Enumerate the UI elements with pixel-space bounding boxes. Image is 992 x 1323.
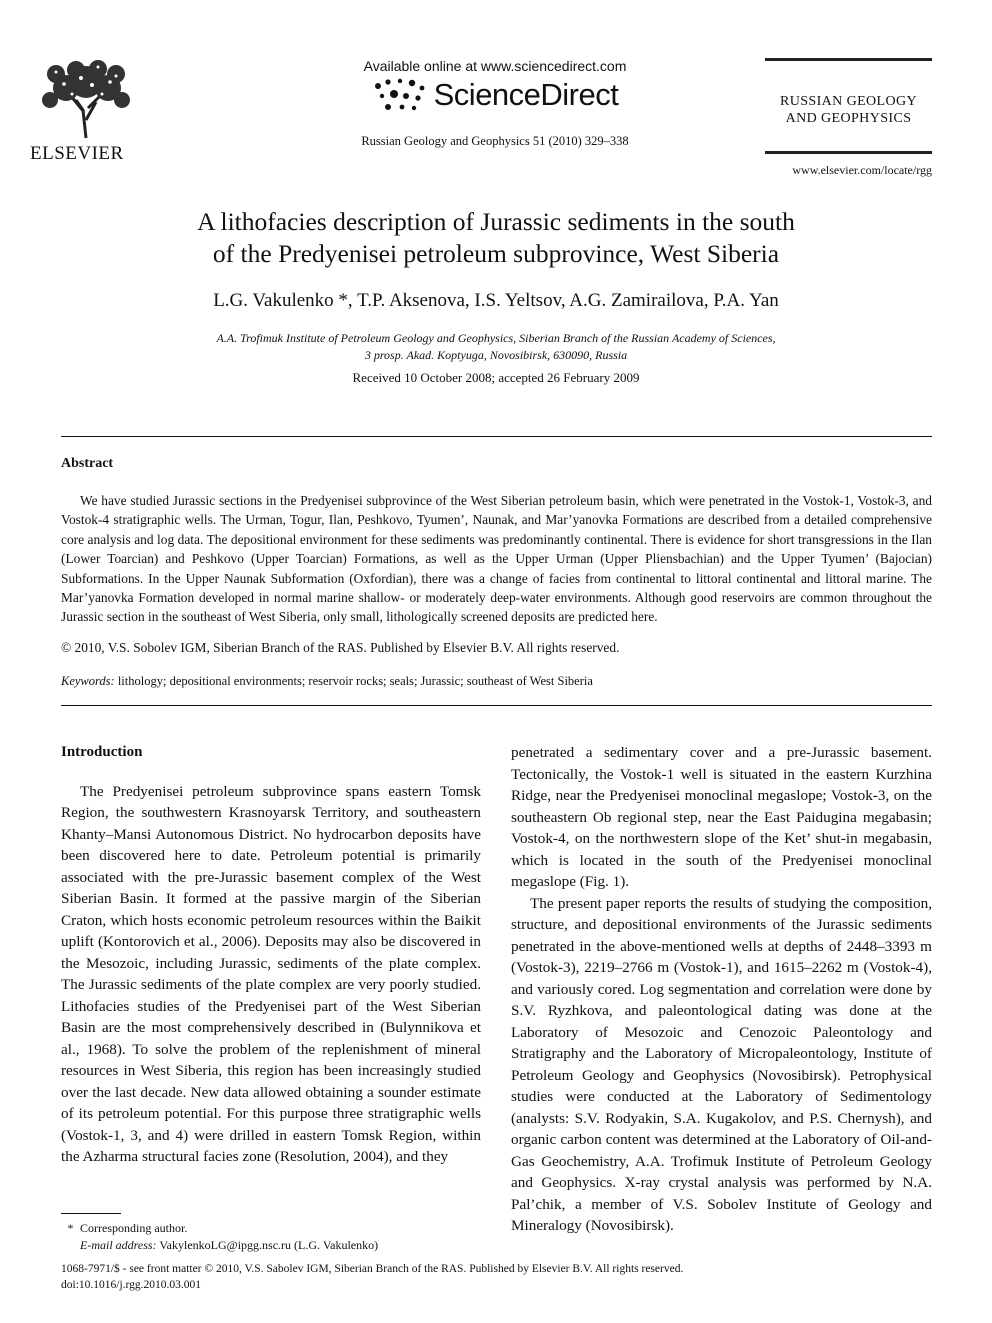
affiliation-line2: 3 prosp. Akad. Koptyuga, Novosibirsk, 630090, Russia	[364, 348, 628, 362]
author-list: L.G. Vakulenko *, T.P. Aksenova, I.S. Yeltsov, A.G. Zamirailova, P.A. Yan	[213, 290, 779, 311]
footnote-marker: *	[67, 1221, 74, 1235]
abstract-rule-bottom	[61, 705, 932, 706]
footnote-corresponding	[61, 1220, 481, 1237]
journal-name-line1: RUSSIAN GEOLOGY	[779, 94, 918, 109]
header-rule-bottom	[765, 151, 932, 154]
keywords-list: lithology; depositional environments; reservoir rocks; seals; Jurassic; southeast of West Siberia	[117, 674, 593, 688]
body-column-right	[511, 742, 932, 1237]
journal-header	[765, 58, 932, 178]
title-line2: of the Predyenisei petroleum subprovince, West Siberia	[212, 239, 780, 268]
body-paragraph-continued: penetrated a sedimentary cover and a pre-Jurassic basement. Tectonically, the Vostok-1 well is situated in the eastern Kurzhina Ridge, near the Predyenisei monoclinal megaslope; Vostok-3, on the southeastern Ob regional step, near the East Paidugina megabasin; Vostok-4, on the northwestern slope of the Ket’ shut-in megabasin, which is located in the south of the Predyenisei monoclinal megaslope (Fig. 1).	[511, 744, 932, 890]
introduction-heading: Introduction	[61, 744, 143, 760]
platform-name: ScienceDirect	[433, 77, 619, 112]
doi[interactable]: doi:10.1016/j.rgg.2010.03.001	[61, 1279, 202, 1291]
journal-url[interactable]: www.elsevier.com/locate/rgg	[792, 163, 932, 177]
abstract-text: We have studied Jurassic sections in the Predyenisei subprovince of the West Siberian petroleum basin, which were penetrated in the Vostok-1, Vostok-3, and Vostok-4 stratigraphic wells. The Urman, Togur, Ilan, Peshkovo, Tyumen’, Naunak, and Mar’yanovka Formations are described from a detailed comprehensive core analysis and log data. The depositional environment for these sediments was predominantly continental. There is evidence for short transgressions in the Ilan (Lower Toarcian) and Peshkovo (Upper Toarcian) Formations, as well as the Upper Urman (Upper Pliensbachian) and the Upper Tyumen’ (Bajocian) Subformations. In the Upper Naunak Subformation (Oxfordian), there was a change of facies from continental to littoral continental and littoral marine. The Mar’yanovka Formation developed in normal marine shallow- or moderately deep-water environments. Although good reservoirs are common throughout the Jurassic section in the southeast of West Siberia, only small, lithologically screened deposits are predicted here.	[61, 493, 932, 625]
email-address[interactable]: VakylenkoLG@ipgg.nsc.ru (L.G. Vakulenko)	[159, 1238, 379, 1252]
publisher-name: ELSEVIER	[30, 143, 124, 164]
sciencedirect-header	[340, 58, 650, 149]
body-paragraph: The present paper reports the results of studying the composition, structure, and depositional environments of the Jurassic sediments penetrated in the above-mentioned wells at depths of 2448–3393 m (Vostok-3), 2219–2766 m (Vostok-1), and 1615–2262 m (Vostok-4), and variously cored. Log segmentation and correlation were done by S.V. Ryzhkova, and paleontological dating was done at the Laboratory of Mesozoic and Cenozoic Paleontology and Stratigraphy and the Laboratory of Micropaleontology, Institute of Petroleum Geology and Geophysics (Novosibirsk). Petrophysical studies were conducted at the Laboratory of Sedimentology (analysts: S.V. Rodyakin, S.A. Kugakolov, and P.S. Chernysh), and organic carbon content was determined at the Laboratory of Oil-and-Gas Geochemistry, A.A. Trofimuk Institute of Petroleum Geology and Geophysics. X-ray crystal analysis was performed by N.A. Pal’chik, a member of V.S. Sobolev Institute of Geology and Mineralogy (Novosibirsk).	[511, 894, 932, 1234]
front-matter	[61, 1261, 941, 1293]
footnote	[61, 1220, 481, 1254]
received-accepted-dates: Received 10 October 2008; accepted 26 February 2009	[352, 370, 640, 385]
body-column-left	[61, 742, 481, 1168]
email-label: E-mail address:	[80, 1238, 157, 1252]
abstract-rule-top	[61, 436, 932, 437]
affiliation	[60, 330, 932, 364]
sciencedirect-dots-icon	[372, 76, 428, 114]
abstract-heading: Abstract	[61, 456, 114, 471]
keywords	[61, 674, 932, 689]
keywords-label: Keywords:	[61, 674, 115, 688]
header-rule-top	[765, 58, 932, 61]
title-line1: A lithofacies description of Jurassic sediments in the south	[197, 207, 795, 236]
article-title	[60, 206, 932, 270]
footnote-email	[61, 1237, 481, 1254]
abstract-copyright: © 2010, V.S. Sobolev IGM, Siberian Branch of the RAS. Published by Elsevier B.V. All rights reserved.	[61, 640, 620, 655]
journal-name	[765, 93, 932, 127]
affiliation-line1: A.A. Trofimuk Institute of Petroleum Geology and Geophysics, Siberian Branch of the Russian Academy of Sciences,	[216, 331, 776, 345]
corresponding-author-text: Corresponding author.	[80, 1221, 188, 1235]
introduction-paragraph: The Predyenisei petroleum subprovince spans eastern Tomsk Region, the southwestern Krasnoyarsk Territory, and southeastern Khanty–Mansi Autonomous District. No hydrocarbon deposits have been discovered here to date. Petroleum potential is primarily associated with the pre-Jurassic basement complex of the West Siberian Basin. It formed at the passive margin of the Siberian Craton, which hosts economic petroleum resources within the Baikit uplift (Kontorovich et al., 2006). Deposits may also be discovered in the Mesozoic, including Jurassic, sediments of the plate complex. The Jurassic sediments of the plate complex are very poorly studied. Lithofacies studies of the Predyenisei part of the West Siberian Basin are the most comprehensively described in (Bulynnikova et al., 1968). To solve the problem of the replenishment of mineral resources in West Siberia, this region has been increasingly studied over the last decade. New data allowed obtaining a sounder estimate of its petroleum potential. For this purpose three stratigraphic wells (Vostok-1, 3, and 4) were drilled in eastern Tomsk Region, within the Azharma structural facies zone (Resolution, 2004), and they	[61, 782, 481, 1165]
elsevier-logo	[30, 60, 150, 164]
journal-name-line2: AND GEOPHYSICS	[785, 111, 912, 126]
front-matter-text: 1068-7971/$ - see front matter © 2010, V.S. Sabolev IGM, Siberian Branch of the RAS. Published by Elsevier B.V. All rights reserved.	[61, 1263, 684, 1275]
available-online-text[interactable]: Available online at www.sciencedirect.com	[363, 58, 627, 74]
journal-citation: Russian Geology and Geophysics 51 (2010) 329–338	[361, 134, 629, 148]
footnote-rule	[61, 1213, 121, 1214]
elsevier-tree-icon	[36, 60, 136, 140]
sciencedirect-logo	[340, 76, 650, 114]
